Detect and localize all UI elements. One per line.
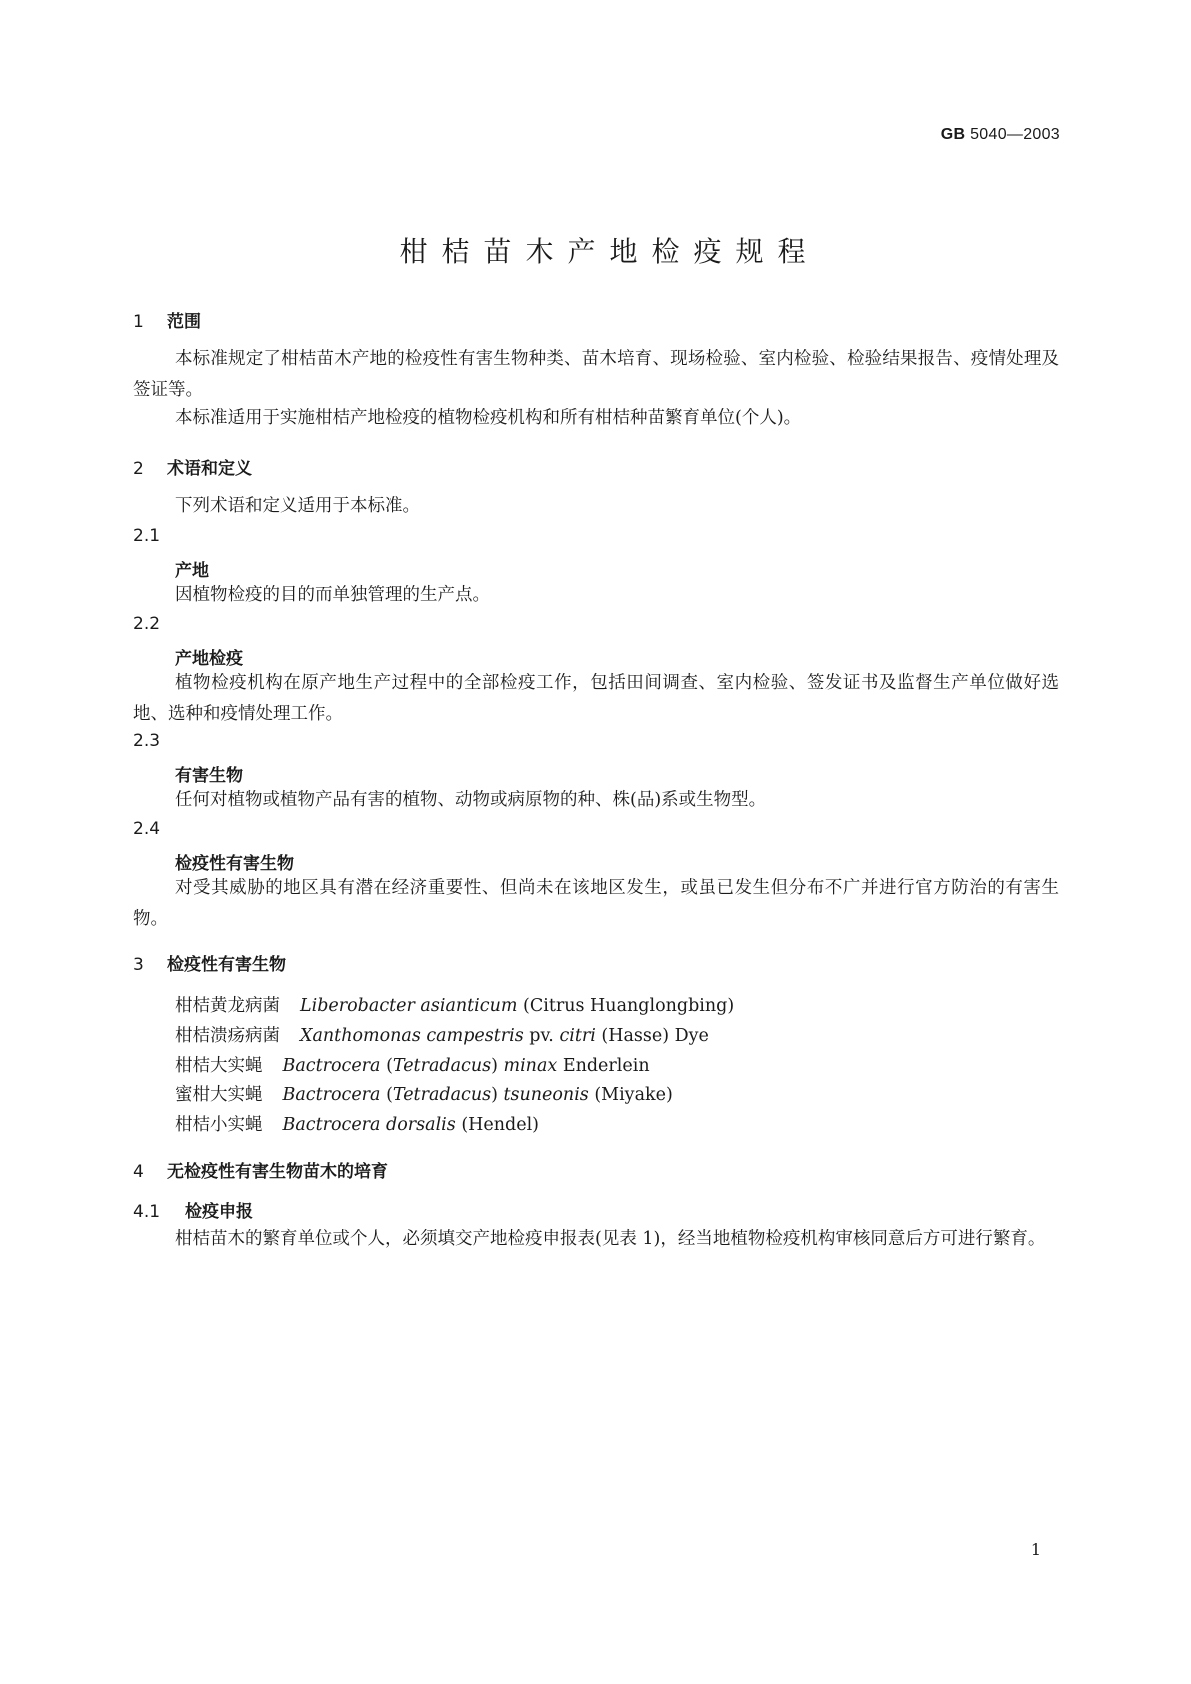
pest-item: 柑桔黄龙病菌 Liberobacter asianticum (Citrus Huanglongbing)	[175, 996, 735, 1016]
term-2-1-name: 产地	[175, 561, 209, 581]
page-number: 1	[1030, 1540, 1041, 1559]
section-2-heading: 2 术语和定义	[133, 459, 252, 479]
term-2-3-name: 有害生物	[175, 766, 243, 786]
section-2-intro: 下列术语和定义适用于本标准。	[175, 496, 420, 516]
term-2-2-definition: 植物检疫机构在原产地生产过程中的全部检疫工作，包括田间调查、室内检验、签发证书及监督生产单位做好选地、选种和疫情处理工作。	[133, 673, 1059, 724]
term-2-4-definition: 对受其威胁的地区具有潜在经济重要性、但尚未在该地区发生，或虽已发生但分布不广并进行官方防治的有害生物。	[133, 878, 1059, 929]
term-2-3-definition: 任何对植物或植物产品有害的植物、动物或病原物的种、株(品)系或生物型。	[175, 790, 767, 810]
section-4-1-paragraph: 柑桔苗木的繁育单位或个人，必须填交产地检疫申报表(见表 1)，经当地植物检疫机构审核同意后方可进行繁育。	[175, 1229, 1046, 1249]
pest-item: 柑桔溃疡病菌 Xanthomonas campestris pv. citri (Hasse) Dye	[175, 1026, 709, 1046]
section-1-heading: 1 范围	[133, 312, 201, 332]
term-2-1-number: 2.1	[133, 526, 161, 546]
section-3-heading: 3 检疫性有害生物	[133, 955, 286, 975]
pest-item: 蜜柑大实蝇 Bactrocera (Tetradacus) tsuneonis (Miyake)	[175, 1085, 673, 1105]
section-4-heading: 4 无检疫性有害生物苗木的培育	[133, 1162, 388, 1182]
term-2-4-number: 2.4	[133, 819, 161, 839]
term-2-1-definition: 因植物检疫的目的而单独管理的生产点。	[175, 585, 490, 605]
term-2-4-name: 检疫性有害生物	[175, 854, 294, 874]
term-2-2-number: 2.2	[133, 614, 161, 634]
term-2-3-number: 2.3	[133, 731, 161, 751]
term-2-2-name: 产地检疫	[175, 649, 243, 669]
pest-item: 柑桔小实蝇 Bactrocera dorsalis (Hendel)	[175, 1115, 540, 1135]
section-1-paragraph-2: 本标准适用于实施柑桔产地检疫的植物检疫机构和所有柑桔种苗繁育单位(个人)。	[175, 408, 802, 428]
section-4-1-heading: 4.1 检疫申报	[133, 1202, 253, 1222]
pest-item: 柑桔大实蝇 Bactrocera (Tetradacus) minax Enderlein	[175, 1056, 650, 1076]
document-title: 柑桔苗木产地检疫规程	[399, 235, 820, 268]
standard-code: GB 5040—2003	[940, 126, 1060, 143]
section-1-paragraph-1: 本标准规定了柑桔苗木产地的检疫性有害生物种类、苗木培育、现场检验、室内检验、检验结果报告、疫情处理及签证等。	[133, 349, 1059, 400]
